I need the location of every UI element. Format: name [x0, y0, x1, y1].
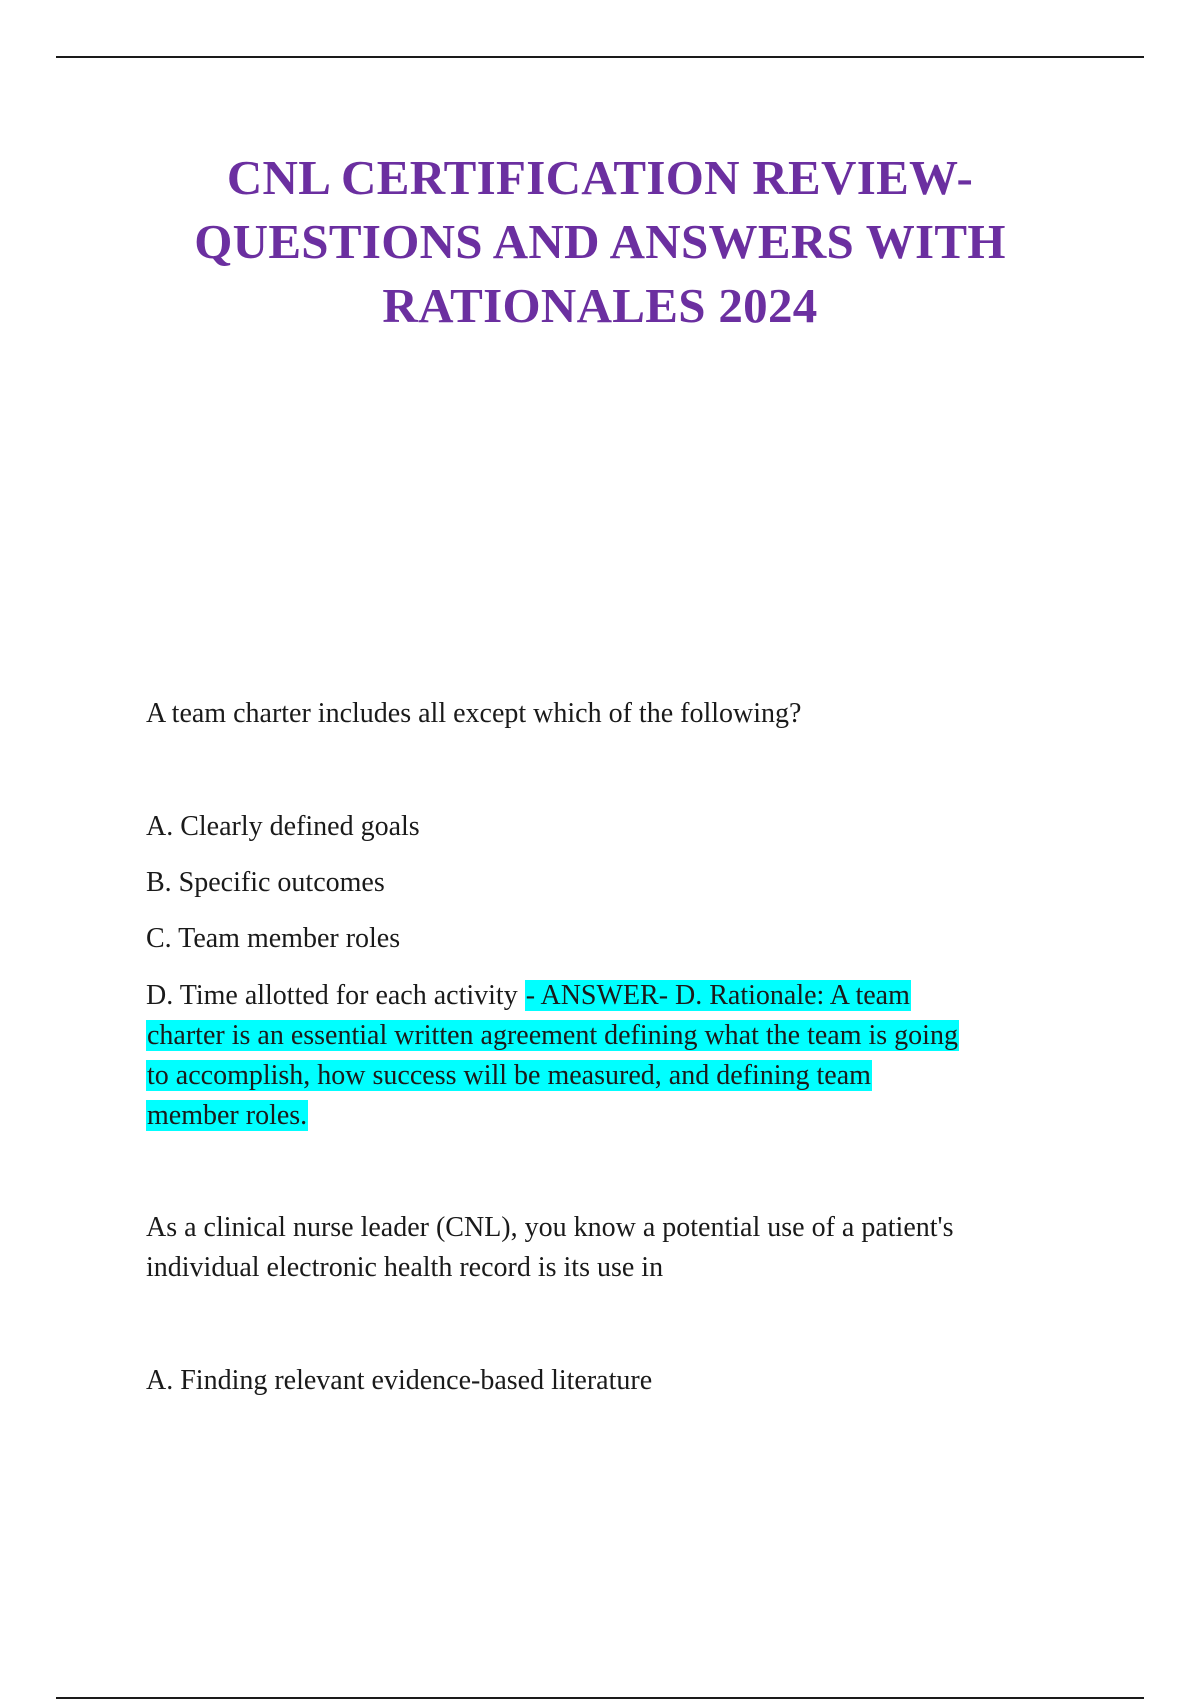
question-2-option-a: A. Finding relevant evidence-based literature — [146, 1365, 653, 1396]
question-1-option-d-with-answer — [146, 976, 1086, 1136]
title-line-3: RATIONALES 2024 — [382, 278, 818, 333]
question-1-option-a: A. Clearly defined goals — [146, 811, 420, 842]
question-2-prompt-line-2: individual electronic health record is its use in — [146, 1252, 664, 1283]
question-2-prompt-line-1: As a clinical nurse leader (CNL), you know a potential use of a patient's — [146, 1212, 954, 1243]
question-1-prompt: A team charter includes all except which of the following? — [146, 698, 802, 729]
answer-line-4-row — [146, 1096, 1086, 1136]
question-2-prompt — [146, 1208, 1086, 1288]
question-1-option-c: C. Team member roles — [146, 923, 401, 954]
answer-line-3-row — [146, 1056, 1086, 1096]
answer-highlight-4: member roles. — [147, 1100, 308, 1131]
question-1-option-b: B. Specific outcomes — [146, 867, 385, 898]
answer-highlight-2: charter is an essential written agreement defining what the team is going — [147, 1020, 958, 1051]
title-line-2: QUESTIONS AND ANSWERS WITH — [194, 214, 1006, 269]
answer-highlight-3: to accomplish, how success will be measured, and defining team — [147, 1060, 871, 1091]
bottom-rule — [56, 1697, 1144, 1699]
document-title — [100, 146, 1100, 338]
answer-line-2-row — [146, 1016, 1086, 1056]
top-rule — [56, 56, 1144, 58]
answer-line-1-row — [146, 976, 1086, 1016]
title-line-1: CNL CERTIFICATION REVIEW- — [226, 150, 974, 205]
question-1-option-d: D. Time allotted for each activity — [146, 980, 525, 1011]
answer-highlight-1: - ANSWER- D. Rationale: A team — [525, 980, 910, 1011]
